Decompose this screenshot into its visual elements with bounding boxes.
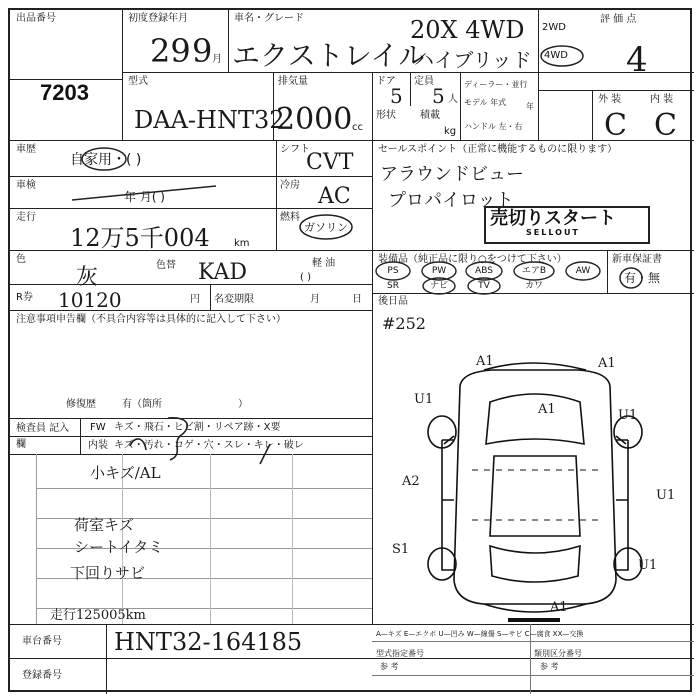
- equip-ps: PS: [387, 266, 399, 276]
- equip-abs: ABS: [475, 266, 493, 276]
- selling-point-2: プロパイロット: [388, 190, 514, 211]
- color-label: 色: [16, 254, 26, 265]
- first-registration-label: 初度登録年月: [128, 13, 188, 24]
- warranty-circle: [618, 266, 644, 290]
- color-value: 灰: [76, 265, 99, 290]
- damage-mark-front-right: A1: [598, 356, 616, 371]
- equip-leather: カワ: [524, 281, 543, 291]
- selling-point-1: アラウンドビュー: [380, 164, 524, 185]
- notes-label: 注意事項申告欄（不具合内容等は具体的に記入して下さい）: [16, 314, 286, 325]
- damage-mark-left-front-door: U1: [414, 392, 434, 407]
- drive-4wd-circle: [538, 44, 588, 70]
- equip-tv: TV: [478, 281, 490, 291]
- note-line-1: 小キズ/AL: [90, 464, 161, 482]
- auction-sheet: [8, 8, 692, 692]
- damage-legend: A—キズ E—エクボ U—凹み W—線傷 S—サビ C—腐食 XX—交換: [376, 630, 584, 638]
- interior-notes-label: 内装: [88, 440, 108, 451]
- exterior-grade: C: [604, 108, 627, 143]
- recycle-value: 10120: [58, 288, 122, 312]
- handle-label: ハンドル 左・右: [464, 122, 523, 131]
- damage-mark-right-rear: U1: [638, 558, 658, 573]
- equip-aw: AW: [575, 266, 591, 276]
- chassis-label: 車台番号: [22, 636, 62, 647]
- lot-number-label: 出品番号: [16, 13, 56, 24]
- displacement-label: 排気量: [278, 76, 308, 87]
- repair-history-close: ）: [238, 399, 248, 410]
- equipment-label: 装備品（純正品に限り○をつけて下さい）: [378, 254, 567, 265]
- registration-label: 登録番号: [22, 670, 62, 681]
- month-unit: 月: [212, 54, 222, 65]
- capacity-value: 5: [432, 84, 445, 108]
- grade-sub: ハイブリッド: [414, 48, 532, 72]
- mileage-label: 走行: [16, 212, 36, 223]
- fw-label: FW: [90, 422, 106, 433]
- km-unit: km: [234, 238, 250, 249]
- damage-mark-rear: A1: [550, 600, 568, 615]
- sellout-main: 売切りスタート: [490, 208, 616, 229]
- color-no-value: KAD: [198, 260, 248, 285]
- ac-value: AC: [318, 184, 351, 209]
- fuel-circle: [298, 214, 356, 240]
- vehicle-damage-map: [372, 340, 694, 624]
- damage-mark-left-rear: S1: [392, 542, 410, 557]
- score-label: 評 価 点: [600, 14, 637, 25]
- type-value: DAA-HNT32: [134, 106, 285, 134]
- equip-sr: SR: [387, 281, 399, 291]
- dealer-label: ディーラー・並行: [464, 80, 528, 89]
- warranty-label: 新車保証書: [612, 254, 662, 265]
- shift-label: シフト: [280, 144, 310, 155]
- damage-mark-front-left: A1: [476, 354, 494, 369]
- doors-value: 5: [390, 84, 403, 108]
- capacity-label: 定員: [414, 76, 434, 87]
- inspector-label: 検査員 記入欄: [16, 423, 70, 450]
- equip-airbag: エアB: [521, 266, 547, 276]
- class-label: 類別区分番号: [534, 649, 582, 658]
- warranty-options: 有・無: [624, 271, 661, 285]
- private-use-circle: [80, 146, 132, 172]
- type-spec-label: 型式指定番号: [376, 649, 424, 658]
- cc-unit: cc: [352, 122, 363, 133]
- type-spec-ref: 参 考: [380, 662, 399, 671]
- first-registration-month: 9: [192, 32, 213, 70]
- displacement-value: 2000: [276, 102, 353, 137]
- doors-label: ドア: [376, 76, 396, 87]
- equip-pw: PW: [431, 266, 447, 276]
- repair-history-label: 修復歴: [66, 399, 96, 410]
- note-line-2: 荷室キズ: [74, 516, 134, 534]
- transfer-month: 月: [310, 294, 320, 305]
- lot-number: 7203: [40, 80, 89, 105]
- history-label: 車歴: [16, 144, 36, 155]
- grade: 20X 4WD: [410, 16, 525, 44]
- fw-items: キズ・飛石・ヒビ割・リペア跡・X要: [114, 422, 281, 433]
- history-value: 自家用・( ): [70, 152, 142, 168]
- fuel-value: ガソリン: [304, 221, 348, 234]
- score: 4: [626, 40, 648, 80]
- model-grade-label: 車名・グレード: [234, 13, 304, 24]
- note-line-3: シートイタミ: [74, 538, 164, 556]
- recycle-label: R券: [16, 292, 33, 303]
- equip-navi: ナビ: [429, 281, 448, 291]
- type-label: 型式: [128, 76, 148, 87]
- load-label: 積載: [420, 110, 440, 121]
- damage-mark-right-side: U1: [656, 488, 676, 503]
- person-unit: 人: [448, 94, 458, 105]
- kg-unit: kg: [444, 126, 457, 137]
- model-year-label: モデル 年式: [464, 98, 507, 107]
- note-line-5: 走行125005km: [50, 608, 146, 623]
- damage-mark-right-front-door: U1: [618, 408, 638, 423]
- inspection-value: 年 月( ): [124, 190, 165, 204]
- sellout-stamp: [484, 206, 650, 244]
- equipment-circles: [372, 260, 608, 296]
- note-line-4: 下回りサビ: [70, 564, 146, 582]
- drive-2wd: 2WD: [542, 22, 566, 33]
- mileage-value: 12万5千004: [70, 224, 210, 252]
- drive-4wd: 4WD: [544, 50, 568, 61]
- yen-unit: 円: [190, 294, 200, 305]
- damage-mark-hood: A1: [538, 402, 556, 417]
- interior-label: 内 装: [650, 94, 674, 105]
- repair-history-value: 有（箇所: [122, 399, 162, 410]
- sellout-sub: SELLOUT: [526, 228, 580, 237]
- inspection-strike: [70, 182, 220, 206]
- inspection-label: 車検: [16, 180, 36, 191]
- transfer-label: 名変期限: [214, 294, 254, 305]
- interior-items: キズ・汚れ・コゲ・穴・スレ・キレ・破レ: [114, 440, 304, 451]
- transfer-day: 日: [352, 294, 362, 305]
- shape-label: 形状: [376, 110, 396, 121]
- first-registration-year: 29: [150, 32, 191, 70]
- year-unit: 年: [526, 102, 534, 111]
- chassis-number: HNT32-164185: [114, 628, 303, 656]
- model-name: エクストレイル: [232, 39, 427, 72]
- damage-mark-left-side: A2: [402, 474, 420, 489]
- rear-items-label: 後日品: [378, 296, 408, 307]
- ac-label: 冷房: [280, 180, 300, 191]
- fuel-diesel: 軽 油: [312, 258, 336, 269]
- selling-point-label: セールスポイント（正常に機能するものに限ります）: [378, 144, 618, 155]
- exterior-label: 外 装: [598, 94, 622, 105]
- rear-items-value: #252: [382, 314, 426, 333]
- fuel-paren: ( ): [300, 272, 311, 283]
- shift-value: CVT: [306, 150, 354, 175]
- color-no-label: 色替: [156, 260, 176, 271]
- class-ref: 参 考: [540, 662, 559, 671]
- interior-grade: C: [654, 108, 677, 143]
- fuel-label: 燃料: [280, 212, 300, 223]
